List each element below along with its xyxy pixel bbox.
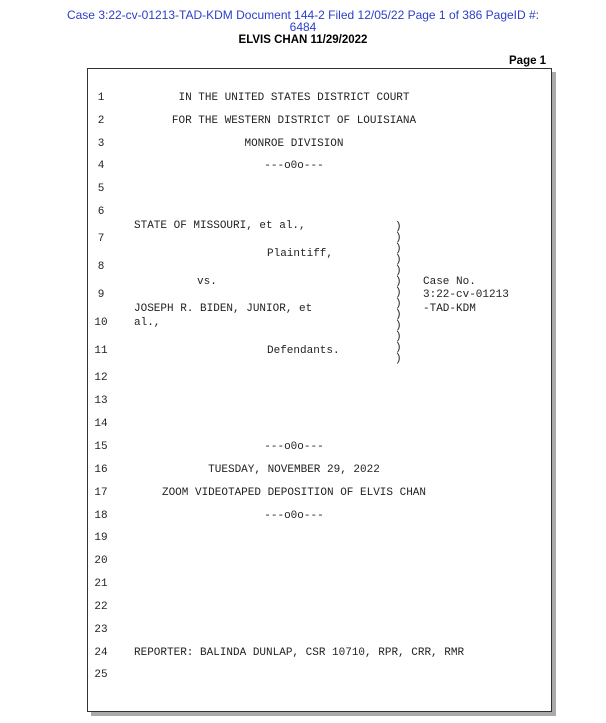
case-number-2: -TAD-KDM <box>423 303 476 315</box>
case-label: Case No. <box>423 276 476 288</box>
district-name: FOR THE WESTERN DISTRICT OF LOUISIANA <box>171 115 417 127</box>
line-number: 15 <box>94 441 108 453</box>
defendant-role: Defendants. <box>267 345 340 357</box>
defendant-name-2: al., <box>134 317 161 329</box>
separator: ---o0o--- <box>264 160 324 172</box>
line-number: 9 <box>97 289 105 301</box>
line-number: 20 <box>94 555 108 567</box>
line-number: 19 <box>94 532 108 544</box>
case-number-1: 3:22-cv-01213 <box>423 289 509 301</box>
line-number: 13 <box>94 395 108 407</box>
versus: vs. <box>197 276 217 288</box>
line-number: 18 <box>94 510 108 522</box>
separator: ---o0o--- <box>264 441 324 453</box>
line-number: 24 <box>94 647 108 659</box>
reporter-line: REPORTER: BALINDA DUNLAP, CSR 10710, RPR, CRR, RMR <box>134 647 465 659</box>
line-number: 16 <box>94 464 108 476</box>
line-number: 22 <box>94 601 108 613</box>
line-number: 21 <box>94 578 108 590</box>
plaintiff-name: STATE OF MISSOURI, et al., <box>134 220 306 232</box>
line-number: 7 <box>97 233 105 245</box>
division-name: MONROE DIVISION <box>244 138 344 150</box>
line-number: 5 <box>97 183 105 195</box>
line-number: 23 <box>94 624 108 636</box>
line-number: 17 <box>94 487 108 499</box>
document-title: ELVIS CHAN 11/29/2022 <box>238 34 368 46</box>
filing-stamp-line-1: Case 3:22-cv-01213-TAD-KDM Document 144-2 Filed 12/05/22 Page 1 of 386 PageID #: <box>66 8 540 22</box>
line-number: 8 <box>97 261 105 273</box>
page-label: Page 1 <box>509 55 547 67</box>
deposition-date: TUESDAY, NOVEMBER 29, 2022 <box>208 464 380 476</box>
line-number: 1 <box>97 92 105 104</box>
deposition-title: ZOOM VIDEOTAPED DEPOSITION OF ELVIS CHAN <box>161 487 427 499</box>
caption-parentheses: ) ) ) ) ) ) ) ) ) ) ) ) ) <box>395 221 402 365</box>
line-number: 2 <box>97 115 105 127</box>
defendant-name-1: JOSEPH R. BIDEN, JUNIOR, et <box>134 303 313 315</box>
line-number: 11 <box>94 345 108 357</box>
line-number: 25 <box>94 669 108 681</box>
plaintiff-role: Plaintiff, <box>267 248 334 260</box>
line-number: 6 <box>97 206 105 218</box>
line-number: 4 <box>97 160 105 172</box>
separator: ---o0o--- <box>264 510 324 522</box>
line-number: 14 <box>94 418 108 430</box>
line-number: 12 <box>94 372 108 384</box>
line-number: 3 <box>97 138 105 150</box>
filing-stamp-line-2: 6484 <box>289 20 317 34</box>
court-name: IN THE UNITED STATES DISTRICT COURT <box>178 92 410 104</box>
line-number: 10 <box>94 317 108 329</box>
